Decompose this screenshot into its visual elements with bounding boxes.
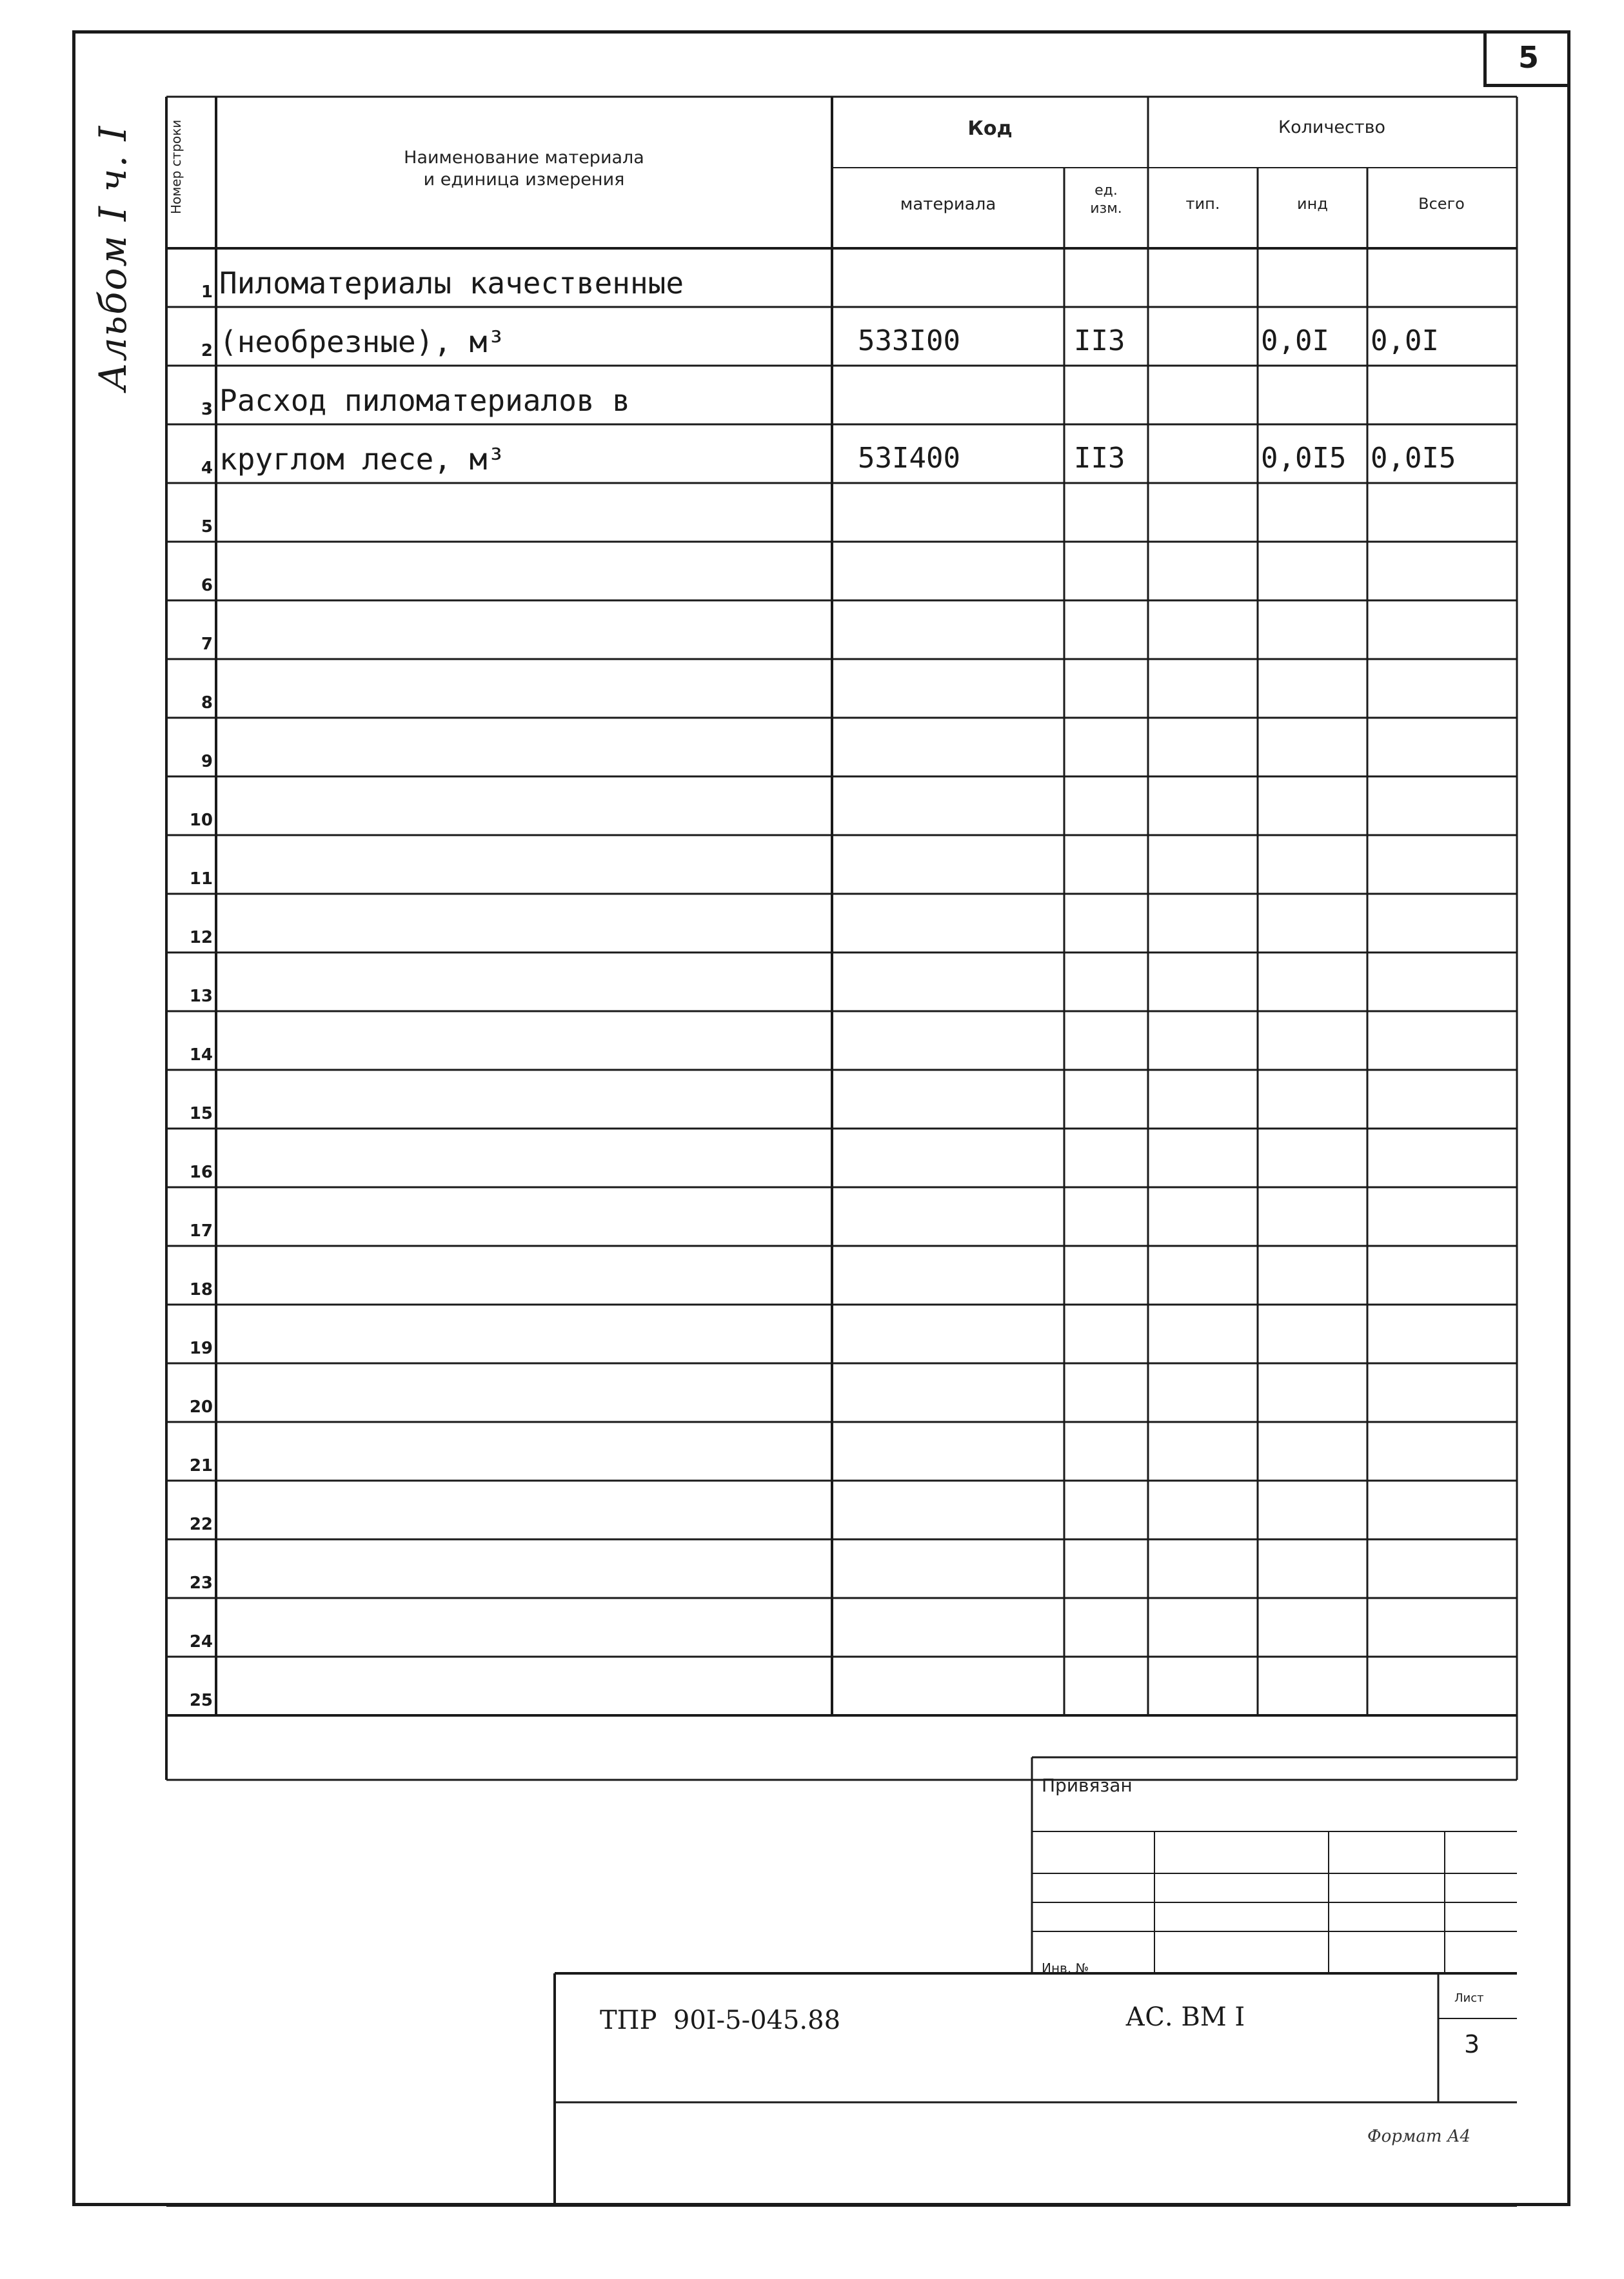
- header-qty-group: Количество: [1278, 117, 1386, 137]
- header-code-unit: ед. изм.: [1090, 183, 1122, 217]
- header-qty-total: Всего: [1418, 195, 1465, 213]
- row-number: 18: [189, 1280, 213, 1299]
- stamp-doc-code: АС. ВМ I: [1125, 2002, 1245, 2032]
- row-number: 6: [201, 576, 213, 595]
- row-name: Расход пиломатериалов в: [219, 383, 630, 418]
- row-number: 17: [189, 1221, 213, 1241]
- row-number: 24: [189, 1632, 213, 1652]
- row-number: 14: [189, 1045, 213, 1065]
- row-number: 22: [189, 1515, 213, 1534]
- row-unit: II3: [1074, 324, 1125, 357]
- stamp-sheet-label: Лист: [1454, 1991, 1484, 2005]
- row-number: 20: [189, 1397, 213, 1417]
- row-number: 11: [189, 869, 213, 889]
- row-number: 3: [201, 400, 213, 419]
- row-number: 4: [201, 459, 213, 478]
- header-qty-type: тип.: [1185, 195, 1220, 213]
- stamp-inv-no: Инв. №: [1042, 1960, 1089, 1976]
- row-number: 21: [189, 1456, 213, 1475]
- row-code: 533I00: [858, 324, 960, 357]
- row-total: 0,0I5: [1371, 442, 1456, 475]
- row-ind: 0,0I: [1261, 324, 1329, 357]
- header-code-group: Код: [967, 117, 1013, 140]
- row-number: 23: [189, 1574, 213, 1593]
- header-name: Наименование материала и единица измерения: [404, 148, 644, 190]
- header-code-material: материала: [900, 195, 996, 214]
- row-unit: II3: [1074, 442, 1125, 475]
- row-total: 0,0I: [1371, 324, 1439, 357]
- row-number: 12: [189, 928, 213, 947]
- row-name: (необрезные), м³: [219, 324, 506, 359]
- row-number: 10: [189, 811, 213, 830]
- row-name: круглом лесе, м³: [219, 442, 506, 477]
- stamp-sheet-number: 3: [1464, 2030, 1480, 2058]
- row-code: 53I400: [858, 442, 960, 475]
- row-number: 7: [201, 635, 213, 654]
- row-number: 1: [201, 282, 213, 302]
- header-qty-ind: инд: [1297, 195, 1328, 213]
- format-note: Формат А4: [1367, 2127, 1471, 2146]
- header-row-number: Номер строки: [168, 119, 184, 214]
- row-number: 8: [201, 693, 213, 713]
- stamp-privyazan: Привязан: [1042, 1775, 1133, 1796]
- row-number: 9: [201, 752, 213, 771]
- row-number: 19: [189, 1339, 213, 1358]
- page-number: 5: [1483, 30, 1570, 87]
- row-number: 5: [201, 517, 213, 537]
- album-label: Альбом I ч. I: [91, 124, 135, 391]
- row-name: Пиломатериалы качественные: [219, 266, 684, 301]
- stamp-designation: ТПР 90I-5-045.88: [600, 2006, 841, 2035]
- row-number: 15: [189, 1104, 213, 1123]
- row-number: 13: [189, 987, 213, 1006]
- row-number: 2: [201, 341, 213, 360]
- row-ind: 0,0I5: [1261, 442, 1347, 475]
- row-number: 16: [189, 1163, 213, 1182]
- row-number: 25: [189, 1691, 213, 1710]
